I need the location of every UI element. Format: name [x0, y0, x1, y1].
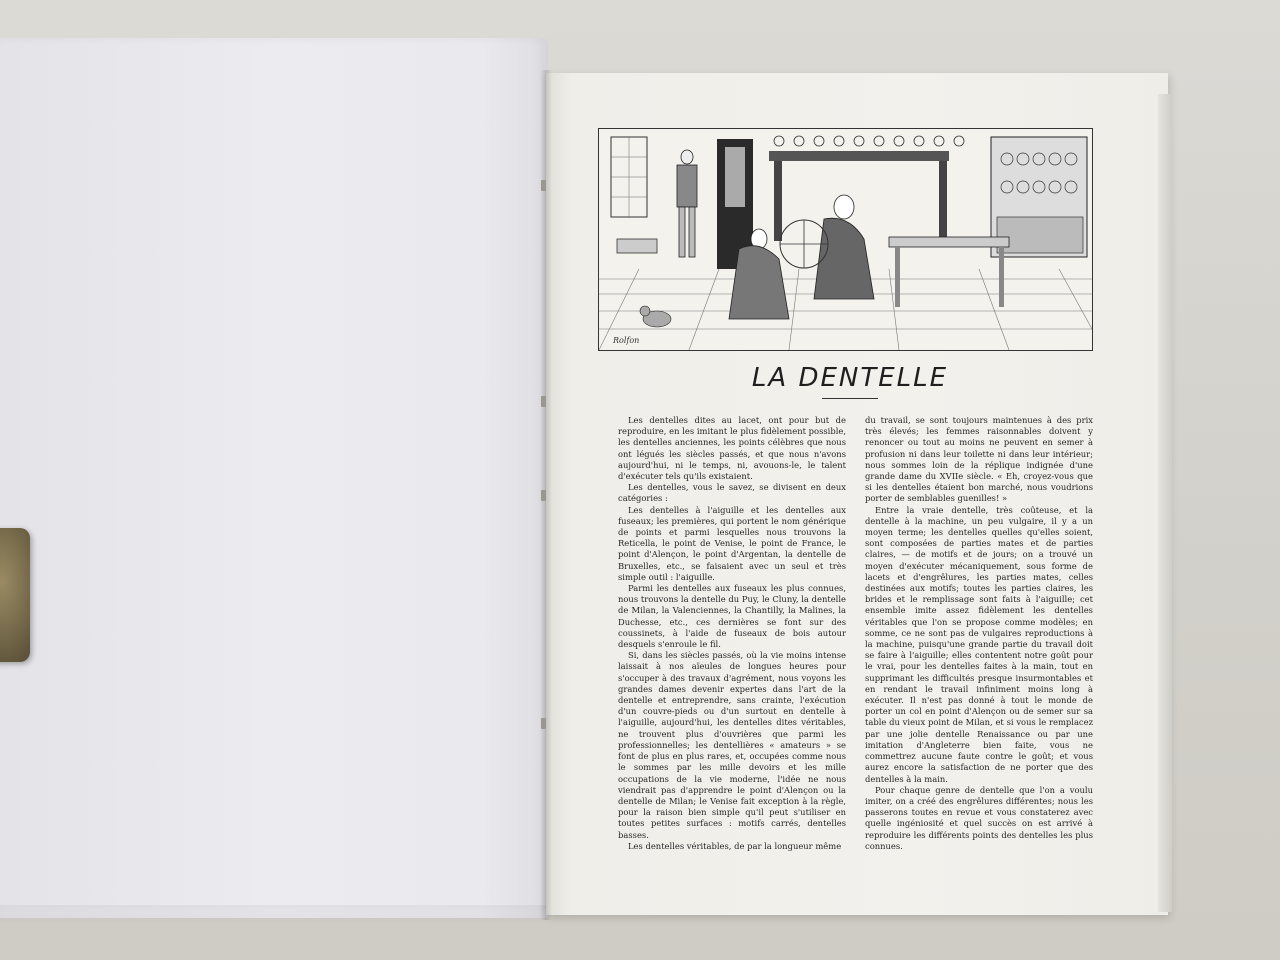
- brass-object: [0, 528, 30, 662]
- staple: [541, 490, 546, 501]
- paragraph: Les dentelles, vous le savez, se divisent en deux catégories :: [618, 482, 846, 504]
- paragraph: Les dentelles dites au lacet, ont pour but de reproduire, en les imitant le plus fidèlement possible, les dentelles anciennes, les points célèbres que nous ont légués les siècles passés, et que nous n'avons aujourd'hui, ni le temps, ni, avouons-le, le talent d'exécuter tels qu'ils existaient.: [618, 415, 846, 482]
- illustration-signature: Rolfon: [613, 336, 640, 345]
- engraving-illustration: [598, 128, 1093, 351]
- staple: [541, 180, 546, 191]
- page-stack-edge: [1158, 94, 1172, 912]
- paragraph: du travail, se sont toujours maintenues à des prix très élevés; les femmes raisonnables doivent y renoncer ou tout au moins ne peuvent en semer à profusion ni dans leur toilette ni dans leur intérieur; nous sommes loin de la réplique indignée d'une grande dame du XVIIe siècle. « Eh, croyez-vous que si les dentelles étaient bon marché, nous voudrions porter de semblables guenilles! »: [865, 415, 1093, 504]
- paragraph: Si, dans les siècles passés, où la vie moins intense laissait à nos aïeules de longues heures pour s'occuper à des travaux d'agrément, nous voyons les grandes dames devenir expertes dans l'art de la dentelle et entreprendre, sans crainte, l'exécution d'un couvre-pieds ou d'un surtout en dentelle à l'aiguille, aujourd'hui, les dentelles dites véritables, ne trouvent plus d'ouvrières que parmi les professionnelles; les dentellières « amateurs » se font de plus en plus rares, et, occupées comme nous le sommes par les mille devoirs et les mille occupations de la vie moderne, l'idée ne nous viendrait pas d'apprendre le point d'Alençon ou la dentelle de Milan; le Venise fait exception à la règle, pour la raison bien simple qu'il peut s'utiliser en toutes petites surfaces : motifs carrés, dentelles basses.: [618, 650, 846, 840]
- text-column-left: [618, 415, 846, 852]
- paragraph: Les dentelles véritables, de par la longueur même: [628, 840, 842, 851]
- left-page-shadow: [0, 905, 548, 925]
- staple: [541, 718, 546, 729]
- title-rule: [822, 398, 878, 399]
- paragraph: Entre la vraie dentelle, très coûteuse, et la dentelle à la machine, un peu vulgaire, il y a un moyen terme; les dentelles quelles qu'elles soient, sont composées de parties mates et de parties claires, — de motifs et de jours; on a trouvé un moyen d'exécuter mécaniquement, sous forme de lacets et d'engrêlures, les parties mates, celles destinées aux motifs; toutes les parties claires, les brides et le remplissage sont faits à l'aiguille; cet ensemble imite assez fidèlement les dentelles véritables que l'on se propose comme modèles; en somme, ce ne sont pas de vulgaires reproductions à la machine, puisqu'une grande partie du travail doit se faire à l'aiguille; elles contentent notre goût pour le vrai, pour les dentelles faites à la main, tout en supprimant les difficultés presque insurmontables et en rendant le travail infiniment moins long à exécuter. Il n'est pas donné à tout le monde de porter un col en point d'Alençon ou de semer sur sa table du vieux point de Milan, et si vous le remplacez par une jolie dentelle Renaissance ou par une imitation d'Angleterre bien faite, vous ne commettrez aucune faute contre le goût; et vous aurez encore la satisfaction de ne porter que des dentelles à la main.: [865, 504, 1093, 784]
- text-column-right: [865, 415, 1093, 852]
- lace-making-scene-icon: [599, 129, 1092, 350]
- paragraph: Les dentelles à l'aiguille et les dentelles aux fuseaux; les premières, qui portent le nom générique de points et parmi lesquelles nous trouvons la Reticella, le point de Venise, le point de France, le point d'Alençon, le point d'Argentan, la dentelle de Bruxelles, etc., se faisaient avec un seul et très simple outil : l'aiguille.: [618, 504, 846, 582]
- paragraph: Pour chaque genre de dentelle que l'on a voulu imiter, on a créé des engrêlures différentes; nous les passerons toutes en revue et vous constaterez avec quelle ingéniosité et quel succès on est arrivé à reproduire les différents points des dentelles les plus connues.: [865, 784, 1093, 851]
- page-title: LA DENTELLE: [751, 363, 949, 393]
- left-page: [0, 38, 548, 918]
- staple: [541, 396, 546, 407]
- paragraph: Parmi les dentelles aux fuseaux les plus connues, nous trouvons la dentelle du Puy, le Cluny, la dentelle de Milan, la Valenciennes, la Chantilly, la Malines, la Duchesse, etc., ces dernières se font sur des coussinets, à l'aide de fuseaux de bois autour desquels s'enroule le fil.: [618, 583, 846, 650]
